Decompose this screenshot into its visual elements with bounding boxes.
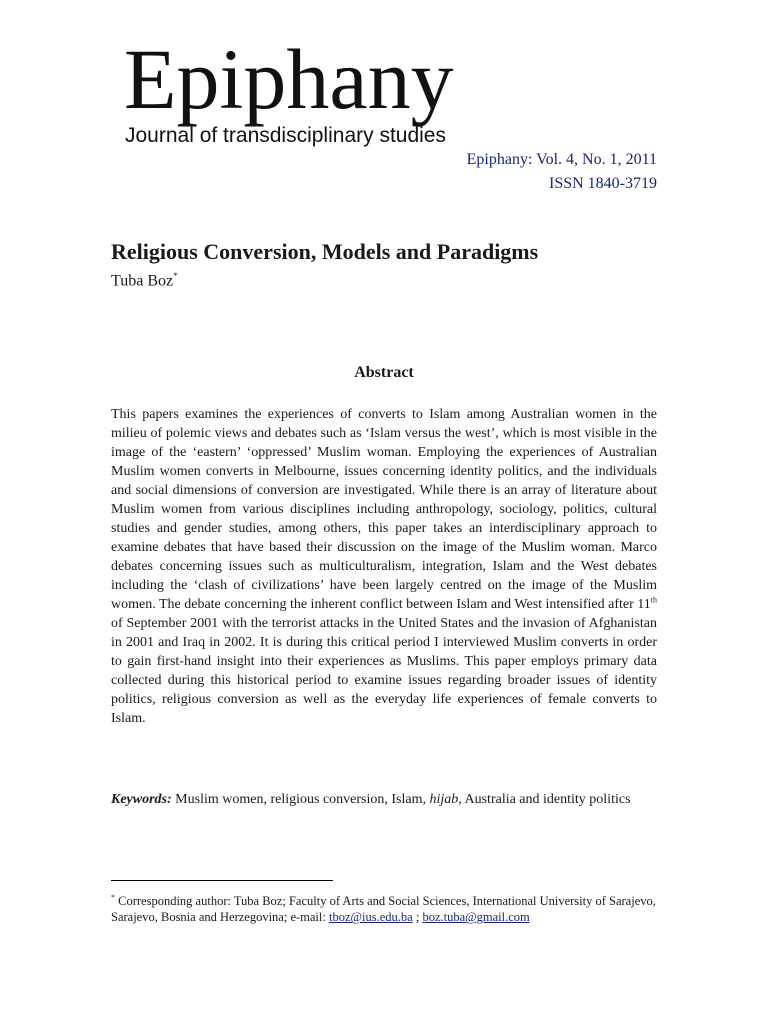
journal-info bbox=[467, 148, 657, 196]
author-name: Tuba Boz bbox=[111, 272, 174, 290]
keywords-label: Keywords: bbox=[111, 792, 172, 807]
email-link-ius[interactable]: tboz@ius.edu.ba bbox=[328, 910, 413, 925]
keywords bbox=[111, 790, 657, 809]
email-link-gmail[interactable]: boz.tuba@gmail.com bbox=[422, 910, 530, 925]
abstract-heading: Abstract bbox=[354, 364, 414, 381]
footnote-divider bbox=[111, 880, 333, 881]
abstract-ordinal-suffix: th bbox=[650, 595, 657, 605]
footnote-text: Corresponding author: Tuba Boz; Faculty of Arts and Social Sciences, International University of Sarajevo, Sarajevo, Bosnia and Herzegovina; e-mail: bbox=[111, 894, 656, 925]
author-footnote-mark[interactable]: * bbox=[173, 271, 178, 281]
footnote bbox=[111, 890, 657, 925]
abstract-text-part-2: of September 2001 with the terrorist attacks in the United States and the invasion of Afghanistan in 2001 and Iraq in 2002. It is during this critical period I interviewed Muslim converts in order to gain first-hand insight into their experiences as Muslims. This paper employs primary data collected during this historical period to examine issues regarding broader issues of identity politics, religious conversion as well as the everyday life experiences of female converts to Islam. bbox=[111, 616, 657, 726]
journal-issn: ISSN 1840-3719 bbox=[548, 175, 657, 192]
abstract-text-part-1: This papers examines the experiences of converts to Islam among Australian women in the milieu of polemic views and debates such as ‘Islam versus the west’, which is most visible in the image of the ‘eastern’ ‘oppressed’ Muslim woman. Employing the experiences of Australian Muslim women converts in Melbourne, issues concerning identity politics, and the individuals and social dimensions of conversion are investigated. While there is an array of literature about Muslim women from various disciplines including anthropology, sociology, politics, cultural studies and gender studies, among others, this paper takes an interdisciplinary approach to examine debates that have based their discussion on the image of the Muslim woman. Marco debates concerning issues such as multiculturalism, integration, Islam and the West debates including the ‘clash of civilizations’ have been largely centred on the image of the Muslim women. The debate concerning the inherent conflict between Islam and West intensified after 11 bbox=[111, 407, 657, 612]
keywords-text-part-2: , Australia and identity politics bbox=[458, 792, 631, 807]
keywords-text-part-1: Muslim women, religious conversion, Islam, bbox=[171, 792, 430, 807]
article-title: Religious Conversion, Models and Paradigms bbox=[111, 239, 539, 264]
abstract-body bbox=[111, 405, 657, 728]
keywords-italic-term: hijab bbox=[429, 792, 459, 807]
journal-volume: Epiphany: Vol. 4, No. 1, 2011 bbox=[466, 151, 657, 168]
journal-logo-subtitle: Journal of transdisciplinary studies bbox=[125, 124, 446, 147]
footnote-mark: * bbox=[111, 893, 115, 902]
footnote-separator: ; bbox=[412, 910, 423, 925]
journal-logo-title: Epiphany bbox=[124, 31, 454, 127]
author-line bbox=[111, 271, 178, 290]
